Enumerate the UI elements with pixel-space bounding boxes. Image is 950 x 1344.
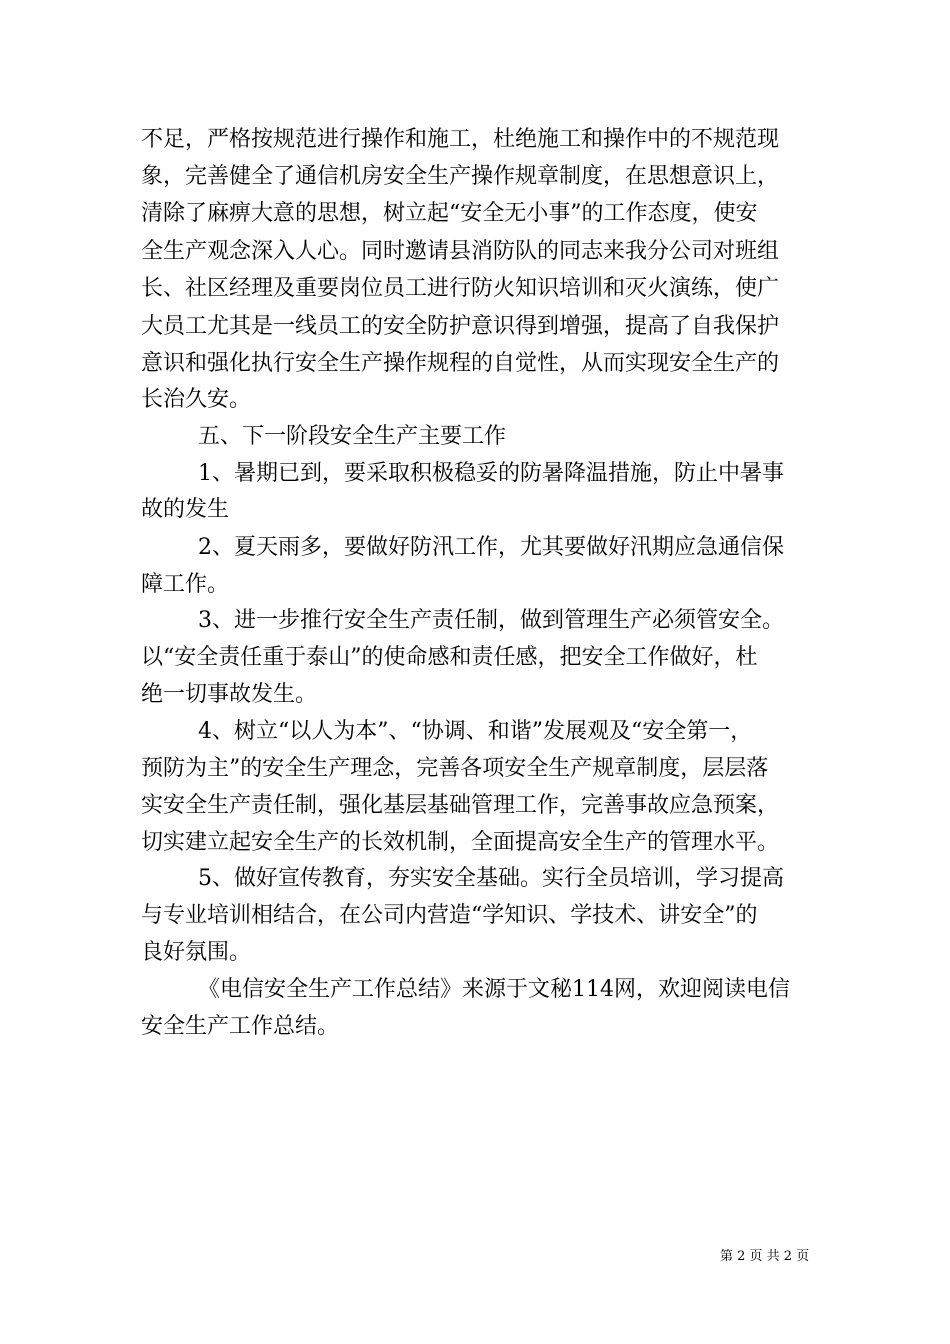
section-heading: 五、下一阶段安全生产主要工作 [198,424,507,449]
paragraph-line: 长治久安。 [141,387,252,412]
list-item-2-line: 2、夏天雨多，要做好防汛工作，尤其要做好汛期应急通信保 [198,535,784,560]
paragraph-line: 不足，严格按规范进行操作和施工，杜绝施工和操作中的不规范现 [141,127,780,152]
paragraph-line: 清除了麻痹大意的思想，树立起“安全无小事”的工作态度，使安 [141,201,758,226]
list-item-3-line: 绝一切事故发生。 [141,682,318,707]
list-item-5-line: 5、做好宣传教育，夯实安全基础。实行全员培训，学习提高 [198,866,784,891]
page-number: 第 2 页 共 2 页 [720,1249,810,1264]
list-item-1-line: 1、暑期已到，要采取积极稳妥的防暑降温措施，防止中暑事 [198,461,784,486]
list-item-1-line: 故的发生 [141,497,230,522]
list-item-5-line: 良好氛围。 [141,940,252,965]
list-item-4-line: 实安全生产责任制，强化基层基础管理工作，完善事故应急预案， [141,793,780,818]
list-item-4-line: 切实建立起安全生产的长效机制，全面提高安全生产的管理水平。 [141,830,780,855]
list-item-4-line: 4、树立“以人为本”、“协调、和谐”发展观及“安全第一， [198,719,753,744]
paragraph-line: 全生产观念深入人心。同时邀请县消防队的同志来我分公司对班组 [141,239,780,264]
source-note-line: 安全生产工作总结。 [141,1014,340,1039]
paragraph-line: 象，完善健全了通信机房安全生产操作规章制度，在思想意识上， [141,164,780,189]
list-item-4-line: 预防为主”的安全生产理念，完善各项安全生产规章制度，层层落 [141,756,769,781]
paragraph-line: 意识和强化执行安全生产操作规程的自觉性，从而实现安全生产的 [141,351,780,376]
list-item-5-line: 与专业培训相结合，在公司内营造“学知识、学技术、讲安全”的 [141,903,758,928]
list-item-3-line: 以“安全责任重于泰山”的使命感和责任感，把安全工作做好，杜 [141,645,758,670]
list-item-2-line: 障工作。 [141,572,230,597]
source-note-line: 《电信安全生产工作总结》来源于文秘114网，欢迎阅读电信 [198,977,790,1002]
paragraph-line: 长、社区经理及重要岗位员工进行防火知识培训和灭火演练，使广 [141,276,780,301]
paragraph-line: 大员工尤其是一线员工的安全防护意识得到增强，提高了自我保护 [141,314,780,339]
list-item-3-line: 3、进一步推行安全生产责任制，做到管理生产必须管安全。 [198,608,784,633]
